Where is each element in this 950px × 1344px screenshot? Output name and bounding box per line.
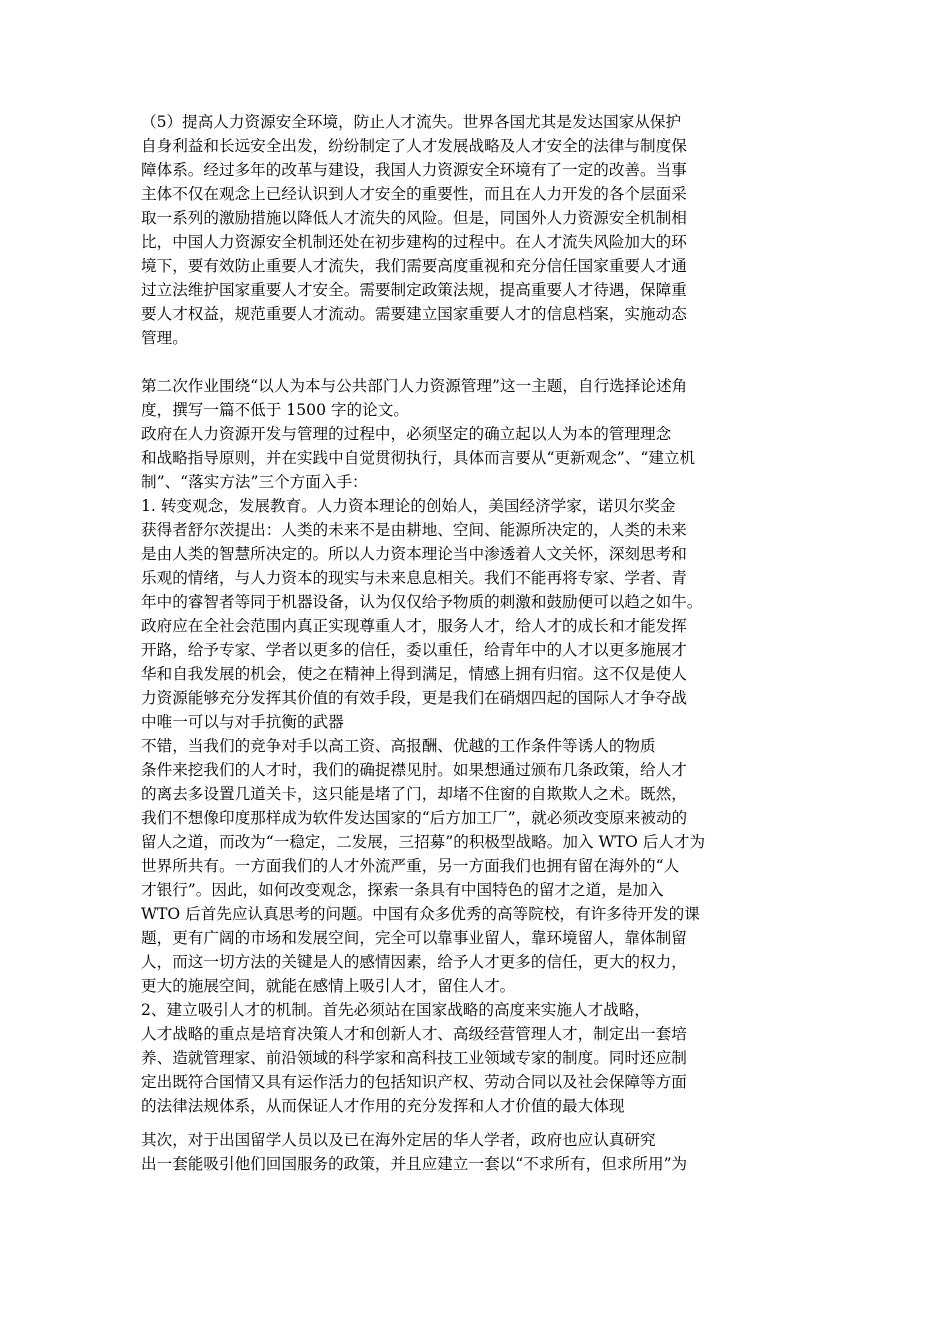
text-line: 主体不仅在观念上已经认识到人才安全的重要性，而且在人力开发的各个层面采 <box>141 185 687 203</box>
text-line: 更大的施展空间，就能在感情上吸引人才，留住人才。 <box>141 977 516 995</box>
text-line: 出一套能吸引他们回国服务的政策，并且应建立一套以“不求所有，但求所用”为 <box>141 1155 688 1173</box>
paragraph-spacer <box>141 1118 821 1128</box>
text-line: 留人之道，而改为“一稳定，二发展，三招募”的积极型战略。加入 WTO 后人才为 <box>141 833 706 851</box>
text-line: 乐观的情绪，与人力资本的现实与未来息息相关。我们不能再将专家、学者、青 <box>141 569 687 587</box>
text-line: 力资源能够充分发挥其价值的有效手段，更是我们在硝烟四起的国际人才争夺战 <box>141 689 687 707</box>
text-line: 的离去多设置几道关卡，这只能是堵了门，却堵不住窗的自欺欺人之术。既然， <box>141 785 687 803</box>
text-line: 政府应在全社会范围内真正实现尊重人才，服务人才，给人才的成长和才能发挥 <box>141 617 687 635</box>
text-line: 题，更有广阔的市场和发展空间，完全可以靠事业留人，靠环境留人，靠体制留 <box>141 929 687 947</box>
text-line: 自身利益和长远安全出发，纷纷制定了人才发展战略及人才安全的法律与制度保 <box>141 137 687 155</box>
text-line: 的法律法规体系，从而保证人才作用的充分发挥和人才价值的最大体现 <box>141 1097 625 1115</box>
text-line: 养、造就管理家、前沿领域的科学家和高科技工业领域专家的制度。同时还应制 <box>141 1049 687 1067</box>
text-line: 比，中国人力资源安全机制还处在初步建构的过程中。在人才流失风险加大的环 <box>141 233 687 251</box>
text-line: （5）提高人力资源安全环境，防止人才流失。世界各国尤其是发达国家从保护 <box>141 113 682 131</box>
text-line: 人才战略的重点是培育决策人才和创新人才、高级经营管理人才，制定出一套培 <box>141 1025 687 1043</box>
document-page <box>141 110 821 1176</box>
text-line: 获得者舒尔茨提出：人类的未来不是由耕地、空间、能源所决定的，人类的未来 <box>141 521 687 539</box>
text-line: 华和自我发展的机会，使之在精神上得到满足，情感上拥有归宿。这不仅是使人 <box>141 665 687 683</box>
text-line: 第二次作业围绕“以人为本与公共部门人力资源管理”这一主题，自行选择论述角 <box>141 377 688 395</box>
text-line: 定出既符合国情又具有运作活力的包括知识产权、劳动合同以及社会保障等方面 <box>141 1073 687 1091</box>
text-line: 境下，要有效防止重要人才流失，我们需要高度重视和充分信任国家重要人才通 <box>141 257 687 275</box>
text-line: 政府在人力资源开发与管理的过程中，必须坚定的确立起以人为本的管理理念 <box>141 425 672 443</box>
text-line: 要人才权益，规范重要人才流动。需要建立国家重要人才的信息档案，实施动态 <box>141 305 687 323</box>
text-line: 管理。 <box>141 329 188 347</box>
text-line: 障体系。经过多年的改革与建设，我国人力资源安全环境有了一定的改善。当事 <box>141 161 687 179</box>
text-line: 开路，给予专家、学者以更多的信任，委以重任，给青年中的人才以更多施展才 <box>141 641 687 659</box>
text-line: 度，撰写一篇不低于 1500 字的论文。 <box>141 401 409 419</box>
text-line: 不错，当我们的竞争对手以高工资、高报酬、优越的工作条件等诱人的物质 <box>141 737 656 755</box>
text-line: 1. 转变观念，发展教育。人力资本理论的创始人，美国经济学家，诺贝尔奖金 <box>141 497 676 515</box>
text-line: 人，而这一切方法的关键是人的感情因素，给予人才更多的信任，更大的权力， <box>141 953 687 971</box>
text-line: 是由人类的智慧所决定的。所以人力资本理论当中渗透着人文关怀，深刻思考和 <box>141 545 687 563</box>
text-line: 制”、“落实方法”三个方面入手： <box>141 473 368 491</box>
paragraph-talent-security <box>141 110 821 350</box>
text-line: 才银行”。因此，如何改变观念，探索一条具有中国特色的留才之道，是加入 <box>141 881 664 899</box>
text-line: 和战略指导原则，并在实践中自觉贯彻执行，具体而言要从“更新观念”、“建立机 <box>141 449 696 467</box>
paragraph-overseas-scholars <box>141 1128 821 1176</box>
text-line: 条件来挖我们的人才时，我们的确捉襟见肘。如果想通过颁布几条政策，给人才 <box>141 761 687 779</box>
text-line: 过立法维护国家重要人才安全。需要制定政策法规，提高重要人才待遇，保障重 <box>141 281 687 299</box>
text-line: 其次，对于出国留学人员以及已在海外定居的华人学者，政府也应认真研究 <box>141 1131 656 1149</box>
text-line: 世界所共有。一方面我们的人才外流严重，另一方面我们也拥有留在海外的“人 <box>141 857 680 875</box>
text-line: 2、建立吸引人才的机制。首先必须站在国家战略的高度来实施人才战略， <box>141 1001 650 1019</box>
text-line: 中唯一可以与对手抗衡的武器 <box>141 713 344 731</box>
text-line: 我们不想像印度那样成为软件发达国家的“后方加工厂”，就必须改变原来被动的 <box>141 809 688 827</box>
text-line: 取一系列的激励措施以降低人才流失的风险。但是，同国外人力资源安全机制相 <box>141 209 687 227</box>
text-line: WTO 后首先应认真思考的问题。中国有众多优秀的高等院校，有许多待开发的课 <box>141 905 700 923</box>
text-line: 年中的睿智者等同于机器设备，认为仅仅给予物质的刺激和鼓励便可以趋之如牛。 <box>141 593 703 611</box>
paragraph-second-assignment <box>141 374 821 1118</box>
paragraph-spacer <box>141 350 821 374</box>
